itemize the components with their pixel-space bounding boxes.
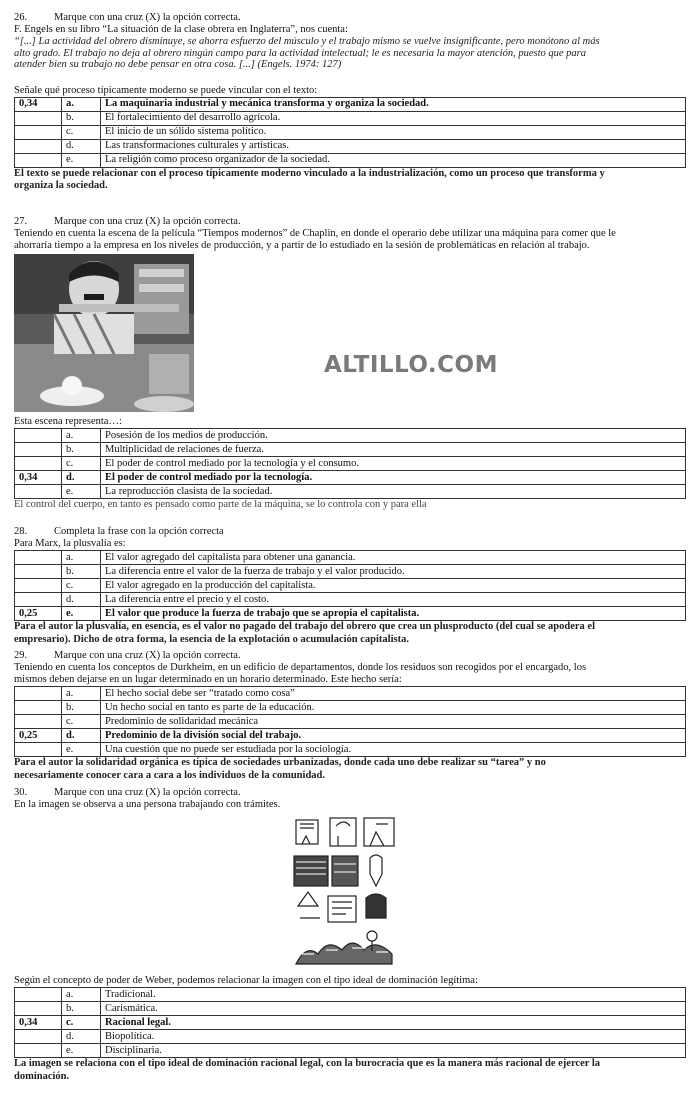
question-number: 27. — [14, 216, 28, 227]
option-row[interactable] — [15, 139, 686, 153]
option-letter: e. — [62, 607, 101, 621]
question-prompt: Esta escena representa…: — [14, 416, 122, 427]
score-cell: 0,25 — [15, 607, 62, 621]
question-number: 26. — [14, 12, 28, 23]
option-text: El valor que produce la fuerza de trabajo que se apropia el capitalista. — [101, 607, 686, 621]
option-letter: a. — [62, 687, 101, 701]
explanation: dominación. — [14, 1070, 70, 1082]
question-28 — [14, 526, 686, 646]
explanation: Para el autor la solidaridad orgánica es típica de sociedades urbanizadas, donde cada uno debe realizar su “tarea” y no — [14, 757, 546, 768]
question-header — [14, 787, 686, 799]
explanation: organiza la sociedad. — [14, 180, 108, 191]
quote-line: “[...] La actividad del obrero disminuye, se ahorra esfuerzo del músculo y el trabajo mismo se vuelve insignificante, pero monótono al más — [14, 36, 600, 47]
question-instruction: Marque con una cruz (X) la opción correcta. — [54, 787, 241, 798]
question-prompt: Según el concepto de poder de Weber, podemos relacionar la imagen con el tipo ideal de dominación legítima: — [14, 975, 478, 986]
score-cell — [15, 593, 62, 607]
option-text: La reproducción clasista de la sociedad. — [101, 485, 686, 499]
question-header — [14, 526, 686, 538]
option-row[interactable] — [15, 687, 686, 701]
option-text: La diferencia entre el valor de la fuerza de trabajo y el valor producido. — [101, 565, 686, 579]
option-letter: c. — [62, 579, 101, 593]
option-text: Predominio de solidaridad mecánica — [101, 715, 686, 729]
option-row[interactable] — [15, 1002, 686, 1016]
option-letter: c. — [62, 1016, 101, 1030]
option-text: El valor agregado del capitalista para obtener una ganancia. — [101, 551, 686, 565]
option-row[interactable] — [15, 743, 686, 757]
option-text: Disciplinaria. — [101, 1044, 686, 1058]
question-number: 28. — [14, 526, 28, 537]
option-text: Las transformaciones culturales y artísticas. — [101, 139, 686, 153]
question-intro: Teniendo en cuenta la escena de la película “Tiempos modernos” de Chaplin, en donde el operario debe utilizar una máquina para comer que le — [14, 228, 616, 239]
score-cell: 0,25 — [15, 729, 62, 743]
option-letter: a. — [62, 97, 101, 111]
score-cell — [15, 125, 62, 139]
option-text: Racional legal. — [101, 1016, 686, 1030]
score-cell: 0,34 — [15, 471, 62, 485]
option-row[interactable] — [15, 125, 686, 139]
question-27 — [14, 216, 686, 252]
option-text: El fortalecimiento del desarrollo agrícola. — [101, 111, 686, 125]
option-letter: a. — [62, 988, 101, 1002]
explanation: empresario). Dicho de otra forma, la esencia de la explotación o acumulación capitalista. — [14, 633, 409, 645]
option-text: El poder de control mediado por la tecnología y el consumo. — [101, 457, 686, 471]
option-letter: e. — [62, 743, 101, 757]
option-row[interactable] — [15, 565, 686, 579]
score-cell: 0,34 — [15, 97, 62, 111]
question-30 — [14, 787, 686, 811]
question-27-options — [14, 416, 686, 511]
option-row[interactable] — [15, 1016, 686, 1030]
option-letter: b. — [62, 1002, 101, 1016]
option-text: Posesión de los medios de producción. — [101, 429, 686, 443]
option-text: La religión como proceso organizador de la sociedad. — [101, 153, 686, 167]
options-table — [14, 987, 686, 1058]
explanation: La imagen se relaciona con el tipo ideal de dominación racional legal, con la burocracia que es la manera más racional de ejercer la — [14, 1058, 600, 1069]
option-text: El inicio de un sólido sistema político. — [101, 125, 686, 139]
score-cell — [15, 743, 62, 757]
question-intro: Teniendo en cuenta los conceptos de Durkheim, en un edificio de departamentos, donde los residuos son recogidos por el encargado, los — [14, 662, 587, 673]
question-26 — [14, 12, 686, 193]
option-row[interactable] — [15, 153, 686, 167]
option-letter: c. — [62, 125, 101, 139]
options-table — [14, 550, 686, 621]
question-instruction: Marque con una cruz (X) la opción correcta. — [54, 650, 241, 661]
score-cell — [15, 429, 62, 443]
option-text: El valor agregado en la producción del capitalista. — [101, 579, 686, 593]
option-text: Un hecho social en tanto es parte de la educación. — [101, 701, 686, 715]
option-row[interactable] — [15, 715, 686, 729]
watermark: ALTILLO.COM — [324, 352, 498, 378]
explanation: necesariamente conocer cara a cara a los individuos de la comunidad. — [14, 769, 325, 781]
quote-line: alto grado. El trabajo no deja al obrero ningún campo para la actividad intelectual; le es necesaria la mayor atención, puesto que para — [14, 47, 586, 59]
option-letter: e. — [62, 1044, 101, 1058]
question-header — [14, 216, 686, 228]
explanation: El texto se puede relacionar con el proceso típicamente moderno vinculado a la industrialización, como un proceso que transforma y — [14, 167, 605, 179]
option-row[interactable] — [15, 457, 686, 471]
option-text: La maquinaria industrial y mecánica transforma y organiza la sociedad. — [101, 97, 686, 111]
option-letter: e. — [62, 485, 101, 499]
option-row[interactable] — [15, 1030, 686, 1044]
option-letter: a. — [62, 551, 101, 565]
option-letter: b. — [62, 701, 101, 715]
score-cell — [15, 687, 62, 701]
option-row[interactable] — [15, 97, 686, 111]
question-number: 29. — [14, 650, 28, 661]
question-intro: F. Engels en su libro “La situación de la clase obrera en Inglaterra”, nos cuenta: — [14, 24, 348, 35]
option-letter: d. — [62, 729, 101, 743]
bureaucracy-cartoon-image — [292, 814, 402, 974]
option-letter: a. — [62, 429, 101, 443]
question-instruction: Completa la frase con la opción correcta — [54, 526, 224, 537]
score-cell — [15, 457, 62, 471]
score-cell — [15, 443, 62, 457]
option-row[interactable] — [15, 471, 686, 485]
option-text: Multiplicidad de relaciones de fuerza. — [101, 443, 686, 457]
question-29 — [14, 650, 686, 782]
options-table — [14, 97, 686, 168]
option-text: El hecho social debe ser “tratado como cosa” — [101, 687, 686, 701]
option-letter: b. — [62, 443, 101, 457]
option-row[interactable] — [15, 593, 686, 607]
option-row[interactable] — [15, 429, 686, 443]
score-cell — [15, 579, 62, 593]
option-text: Carismática. — [101, 1002, 686, 1016]
question-30-options — [14, 975, 686, 1083]
score-cell — [15, 1044, 62, 1058]
question-instruction: Marque con una cruz (X) la opción correcta. — [54, 12, 241, 23]
score-cell — [15, 1030, 62, 1044]
score-cell — [15, 153, 62, 167]
option-text: Una cuestión que no puede ser estudiada por la sociología. — [101, 743, 686, 757]
option-letter: e. — [62, 153, 101, 167]
score-cell — [15, 551, 62, 565]
question-prompt: Señale qué proceso típicamente moderno se puede vincular con el texto: — [14, 84, 318, 96]
score-cell — [15, 565, 62, 579]
explanation: El control del cuerpo, en tanto es pensado como parte de la máquina, se lo controla con y para ella — [14, 499, 427, 510]
question-intro: ahorraría tiempo a la empresa en los niveles de producción, y a partir de lo estudiado en la sesión de problemáticas en relación al trabajo. — [14, 240, 590, 251]
option-row[interactable] — [15, 988, 686, 1002]
chaplin-modern-times-photo — [14, 254, 194, 412]
option-letter: d. — [62, 1030, 101, 1044]
option-text: Biopolítica. — [101, 1030, 686, 1044]
explanation: Para el autor la plusvalía, en esencia, es el valor no pagado del trabajo del obrero que crea un plusproducto (del cual se apodera el — [14, 621, 596, 632]
cartoon-illustration — [292, 814, 402, 974]
question-intro: mismos deben dejarse en un lugar determinado en un horario determinado. Este hecho sería: — [14, 674, 402, 685]
film-still-image — [14, 254, 194, 412]
option-row[interactable] — [15, 729, 686, 743]
option-text: Tradicional. — [101, 988, 686, 1002]
option-letter: d. — [62, 593, 101, 607]
option-row[interactable] — [15, 607, 686, 621]
score-cell — [15, 111, 62, 125]
quote-line: atender bien su trabajo no debe pensar en otra cosa. [...] (Engels. 1974: 127) — [14, 59, 342, 70]
option-letter: b. — [62, 565, 101, 579]
options-table — [14, 686, 686, 757]
option-letter: c. — [62, 457, 101, 471]
question-header — [14, 12, 686, 24]
option-text: Predominio de la división social del trabajo. — [101, 729, 686, 743]
score-cell — [15, 715, 62, 729]
option-text: La diferencia entre el precio y el costo. — [101, 593, 686, 607]
options-table — [14, 428, 686, 499]
option-row[interactable] — [15, 1044, 686, 1058]
score-cell — [15, 485, 62, 499]
score-cell: 0,34 — [15, 1016, 62, 1030]
question-intro: En la imagen se observa a una persona trabajando con trámites. — [14, 799, 281, 810]
option-row[interactable] — [15, 701, 686, 715]
option-row[interactable] — [15, 111, 686, 125]
option-letter: b. — [62, 111, 101, 125]
option-text: El poder de control mediado por la tecnología. — [101, 471, 686, 485]
option-row[interactable] — [15, 443, 686, 457]
score-cell — [15, 701, 62, 715]
option-letter: d. — [62, 471, 101, 485]
question-header — [14, 650, 686, 662]
score-cell — [15, 1002, 62, 1016]
option-letter: c. — [62, 715, 101, 729]
option-row[interactable] — [15, 551, 686, 565]
score-cell — [15, 988, 62, 1002]
score-cell — [15, 139, 62, 153]
question-instruction: Marque con una cruz (X) la opción correcta. — [54, 216, 241, 227]
question-prompt: Para Marx, la plusvalía es: — [14, 538, 126, 549]
option-row[interactable] — [15, 485, 686, 499]
option-row[interactable] — [15, 579, 686, 593]
option-letter: d. — [62, 139, 101, 153]
question-number: 30. — [14, 787, 28, 798]
